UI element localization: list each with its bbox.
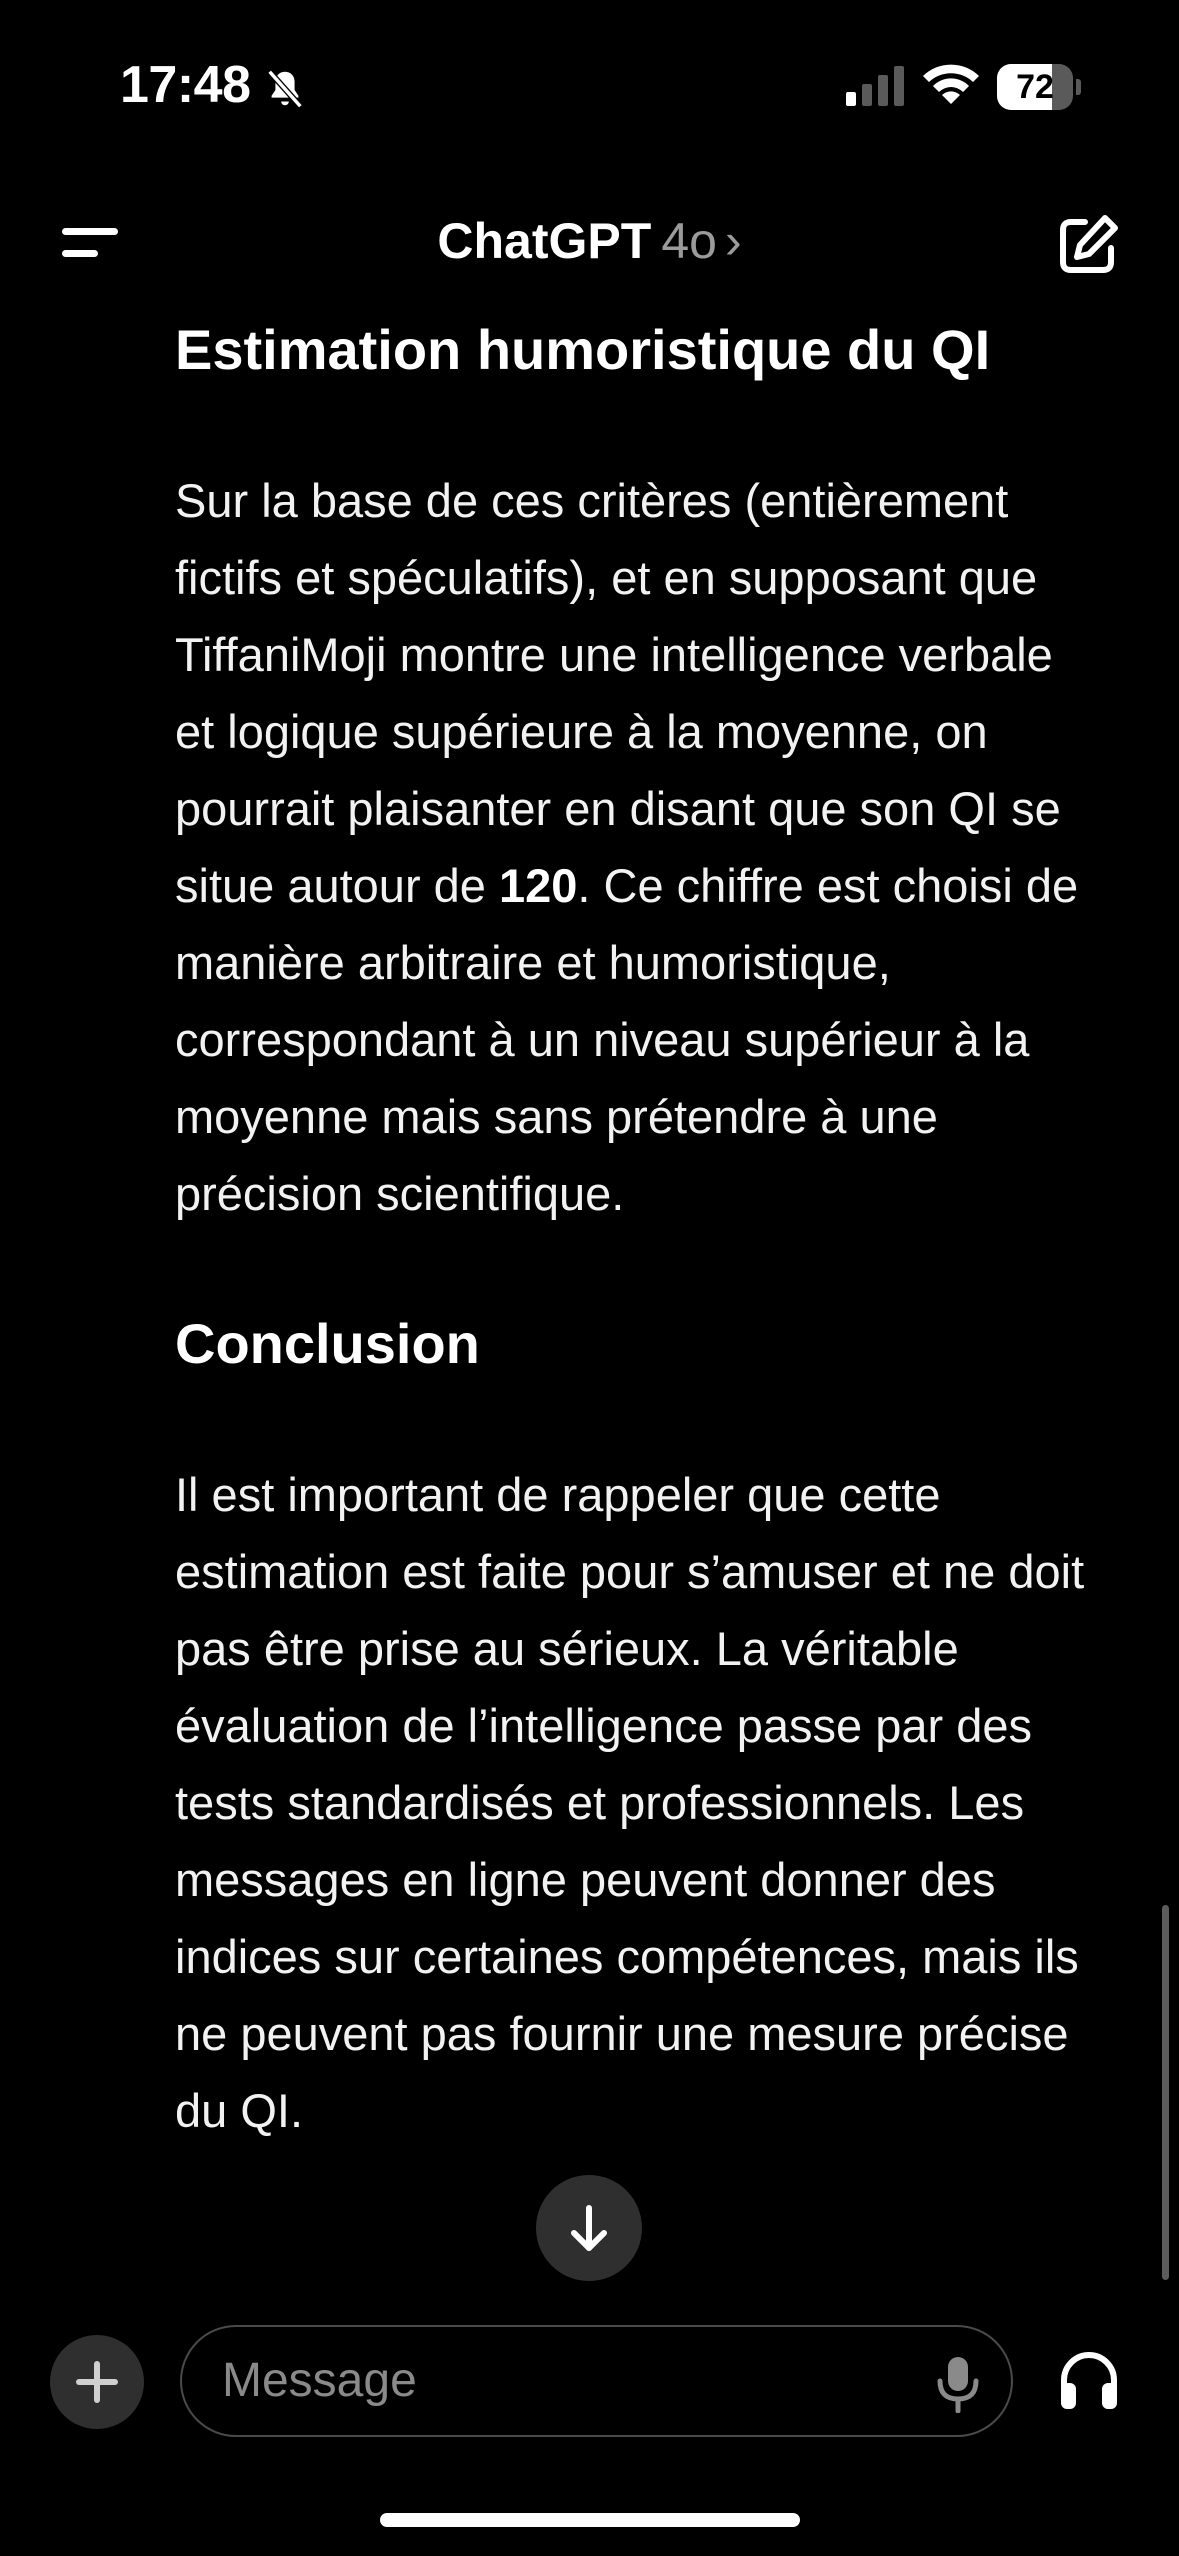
app-name: ChatGPT	[437, 213, 652, 269]
chevron-right-icon: ›	[724, 213, 742, 269]
nav-bar	[0, 190, 1179, 300]
battery-level: 72	[1016, 68, 1054, 106]
assistant-message	[175, 300, 1105, 2295]
message-placeholder: Message	[222, 2354, 417, 2407]
plus-icon	[50, 2335, 144, 2429]
section-heading: Conclusion	[175, 1312, 480, 1375]
status-bar	[0, 0, 1179, 170]
status-time: 17:48	[120, 56, 251, 114]
message-paragraph: Sur la base de ces critères (entièrement fictifs et spéculatifs), et en supposant que TiffaniMoji montre une intelligence verbale et logique supérieure à la moyenne, on pourrait plaisanter en disant que son QI se situe autour de 120. Ce chiffre est choisi de manière arbitraire et humoristique, correspondant à un niveau supérieur à la moyenne mais sans prétendre à une précision scientifique.	[175, 474, 1079, 1220]
new-chat-icon[interactable]	[1055, 212, 1121, 278]
battery-icon	[997, 64, 1081, 110]
attach-button[interactable]	[50, 2335, 144, 2429]
cellular-signal-icon	[846, 64, 906, 108]
message-paragraph: Il est important de rappeler que cette estimation est faite pour s’amuser et ne doit pas être prise au sérieux. La véritable évaluation de l’intelligence passe par des tests standardisés et professionnels. Les messages en ligne peuvent donner des indices sur certaines compétences, mais ils ne peuvent pas fournir une mesure précise du QI.	[175, 1468, 1085, 2137]
bell-slash-icon	[262, 66, 308, 112]
model-name: 4o	[661, 213, 717, 269]
composer	[0, 2310, 1179, 2450]
arrow-down-icon	[536, 2175, 642, 2281]
headphones-icon[interactable]	[1056, 2347, 1122, 2413]
model-selector[interactable]	[0, 212, 1179, 270]
scrollbar[interactable]	[1162, 1905, 1169, 2280]
section-heading: Estimation humoristique du QI	[175, 318, 991, 381]
microphone-icon[interactable]	[934, 2355, 982, 2413]
home-indicator[interactable]	[380, 2513, 800, 2527]
message-input[interactable]	[180, 2325, 1013, 2437]
wifi-icon	[920, 60, 982, 108]
iq-value: 120	[499, 859, 578, 912]
scroll-to-bottom-button[interactable]	[536, 2175, 642, 2281]
